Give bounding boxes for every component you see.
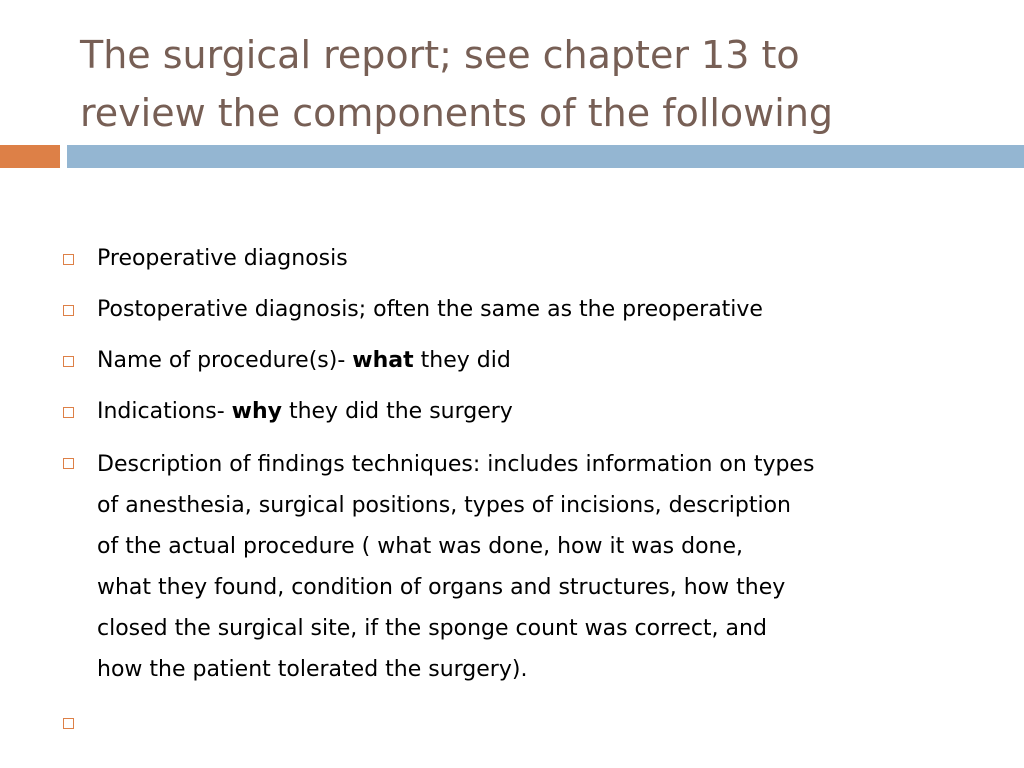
bullet-text-emphasis: why bbox=[231, 399, 282, 424]
bullet-text-emphasis: what bbox=[352, 348, 414, 373]
bullet-text-line: Description of findings techniques: includes information on types bbox=[97, 452, 815, 477]
slide-title bbox=[80, 26, 1000, 142]
bullet-item-indications bbox=[62, 393, 1002, 430]
square-bullet-icon bbox=[63, 718, 74, 729]
bullet-text-line: of anesthesia, surgical positions, types of incisions, description bbox=[97, 493, 791, 518]
title-accent-bar-blue bbox=[67, 145, 1024, 168]
bullet-text-prefix: Name of procedure(s)- bbox=[97, 348, 353, 373]
bullet-text-line: closed the surgical site, if the sponge count was correct, and bbox=[97, 616, 767, 641]
square-bullet-icon bbox=[63, 305, 74, 316]
bullet-text-line: how the patient tolerated the surgery). bbox=[97, 657, 528, 682]
bullet-item-postoperative-diagnosis bbox=[62, 291, 1002, 328]
bullet-item-name-of-procedure bbox=[62, 342, 1002, 379]
square-bullet-icon bbox=[63, 407, 74, 418]
square-bullet-icon bbox=[63, 458, 74, 469]
bullet-item-preoperative-diagnosis bbox=[62, 240, 1002, 277]
bullet-text-line: of the actual procedure ( what was done, how it was done, bbox=[97, 534, 744, 559]
bullet-text-suffix: they did the surgery bbox=[281, 399, 513, 424]
bullet-text-line: what they found, condition of organs and structures, how they bbox=[97, 575, 786, 600]
title-accent-bar-orange bbox=[0, 145, 60, 168]
bullet-text-prefix: Indications- bbox=[97, 399, 232, 424]
title-line: The surgical report; see chapter 13 to bbox=[80, 33, 800, 77]
bullet-list bbox=[62, 240, 1002, 755]
square-bullet-icon bbox=[63, 356, 74, 367]
bullet-text: Preoperative diagnosis bbox=[97, 246, 348, 271]
square-bullet-icon bbox=[63, 254, 74, 265]
bullet-text-suffix: they did bbox=[413, 348, 511, 373]
bullet-item-description-of-findings bbox=[62, 444, 1002, 690]
title-line: review the components of the following bbox=[80, 91, 834, 135]
bullet-item-empty bbox=[62, 704, 1002, 741]
bullet-text: Postoperative diagnosis; often the same as the preoperative bbox=[97, 297, 763, 322]
